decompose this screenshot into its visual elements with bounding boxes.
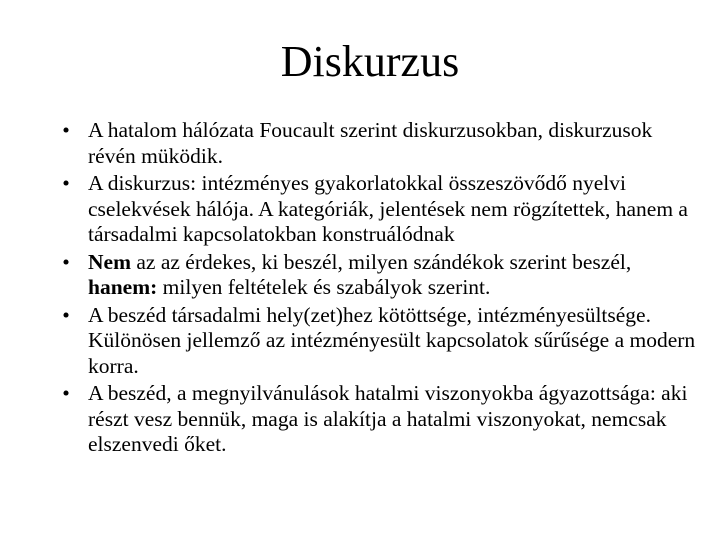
bullet-marker: • [62, 249, 70, 274]
bullet-item-4 [56, 303, 696, 380]
bullet-item-2 [56, 171, 696, 248]
bullet-bold-nem: Nem [88, 249, 131, 274]
bullet-text: A beszéd, a megnyilvánulások hatalmi viszonyokba ágyazottsága: aki részt vesz bennük, maga is alakítja a hatalmi viszonyokat, nemcsak elszenvedi őket. [88, 381, 688, 456]
bullet-marker: • [62, 381, 70, 405]
bullet-text: A hatalom hálózata Foucault szerint diskurzusokban, diskurzusok révén müködik. [88, 118, 653, 168]
bullet-item-1 [56, 118, 696, 169]
bullet-text: milyen feltételek és szabályok szerint. [157, 275, 491, 299]
bullet-bold-hanem: hanem: [88, 275, 158, 299]
bullet-marker: • [62, 171, 70, 195]
bullet-text: az az érdekes, ki beszél, milyen szándékok szerint beszél, [130, 249, 632, 274]
bullet-item-3 [56, 250, 696, 301]
bullet-marker: • [62, 302, 70, 327]
bullet-text: A beszéd társadalmi hely(zet)hez kötöttsége, intézményesültsége. Különösen jellemző az intézményesült kapcsolatok sűrűsége a modern korra. [88, 302, 696, 378]
bullet-text: A diskurzus: intézményes gyakorlatokkal összeszövődő nyelvi cselekvések hálója. A kategóriák, jelentések nem rögzítettek, hanem a társadalmi kapcsolatokban konstruálódnak [88, 171, 688, 246]
bullet-list [56, 118, 696, 460]
slide-title: Diskurzus [280, 37, 460, 86]
bullet-marker: • [62, 118, 70, 142]
bullet-item-5 [56, 381, 696, 458]
